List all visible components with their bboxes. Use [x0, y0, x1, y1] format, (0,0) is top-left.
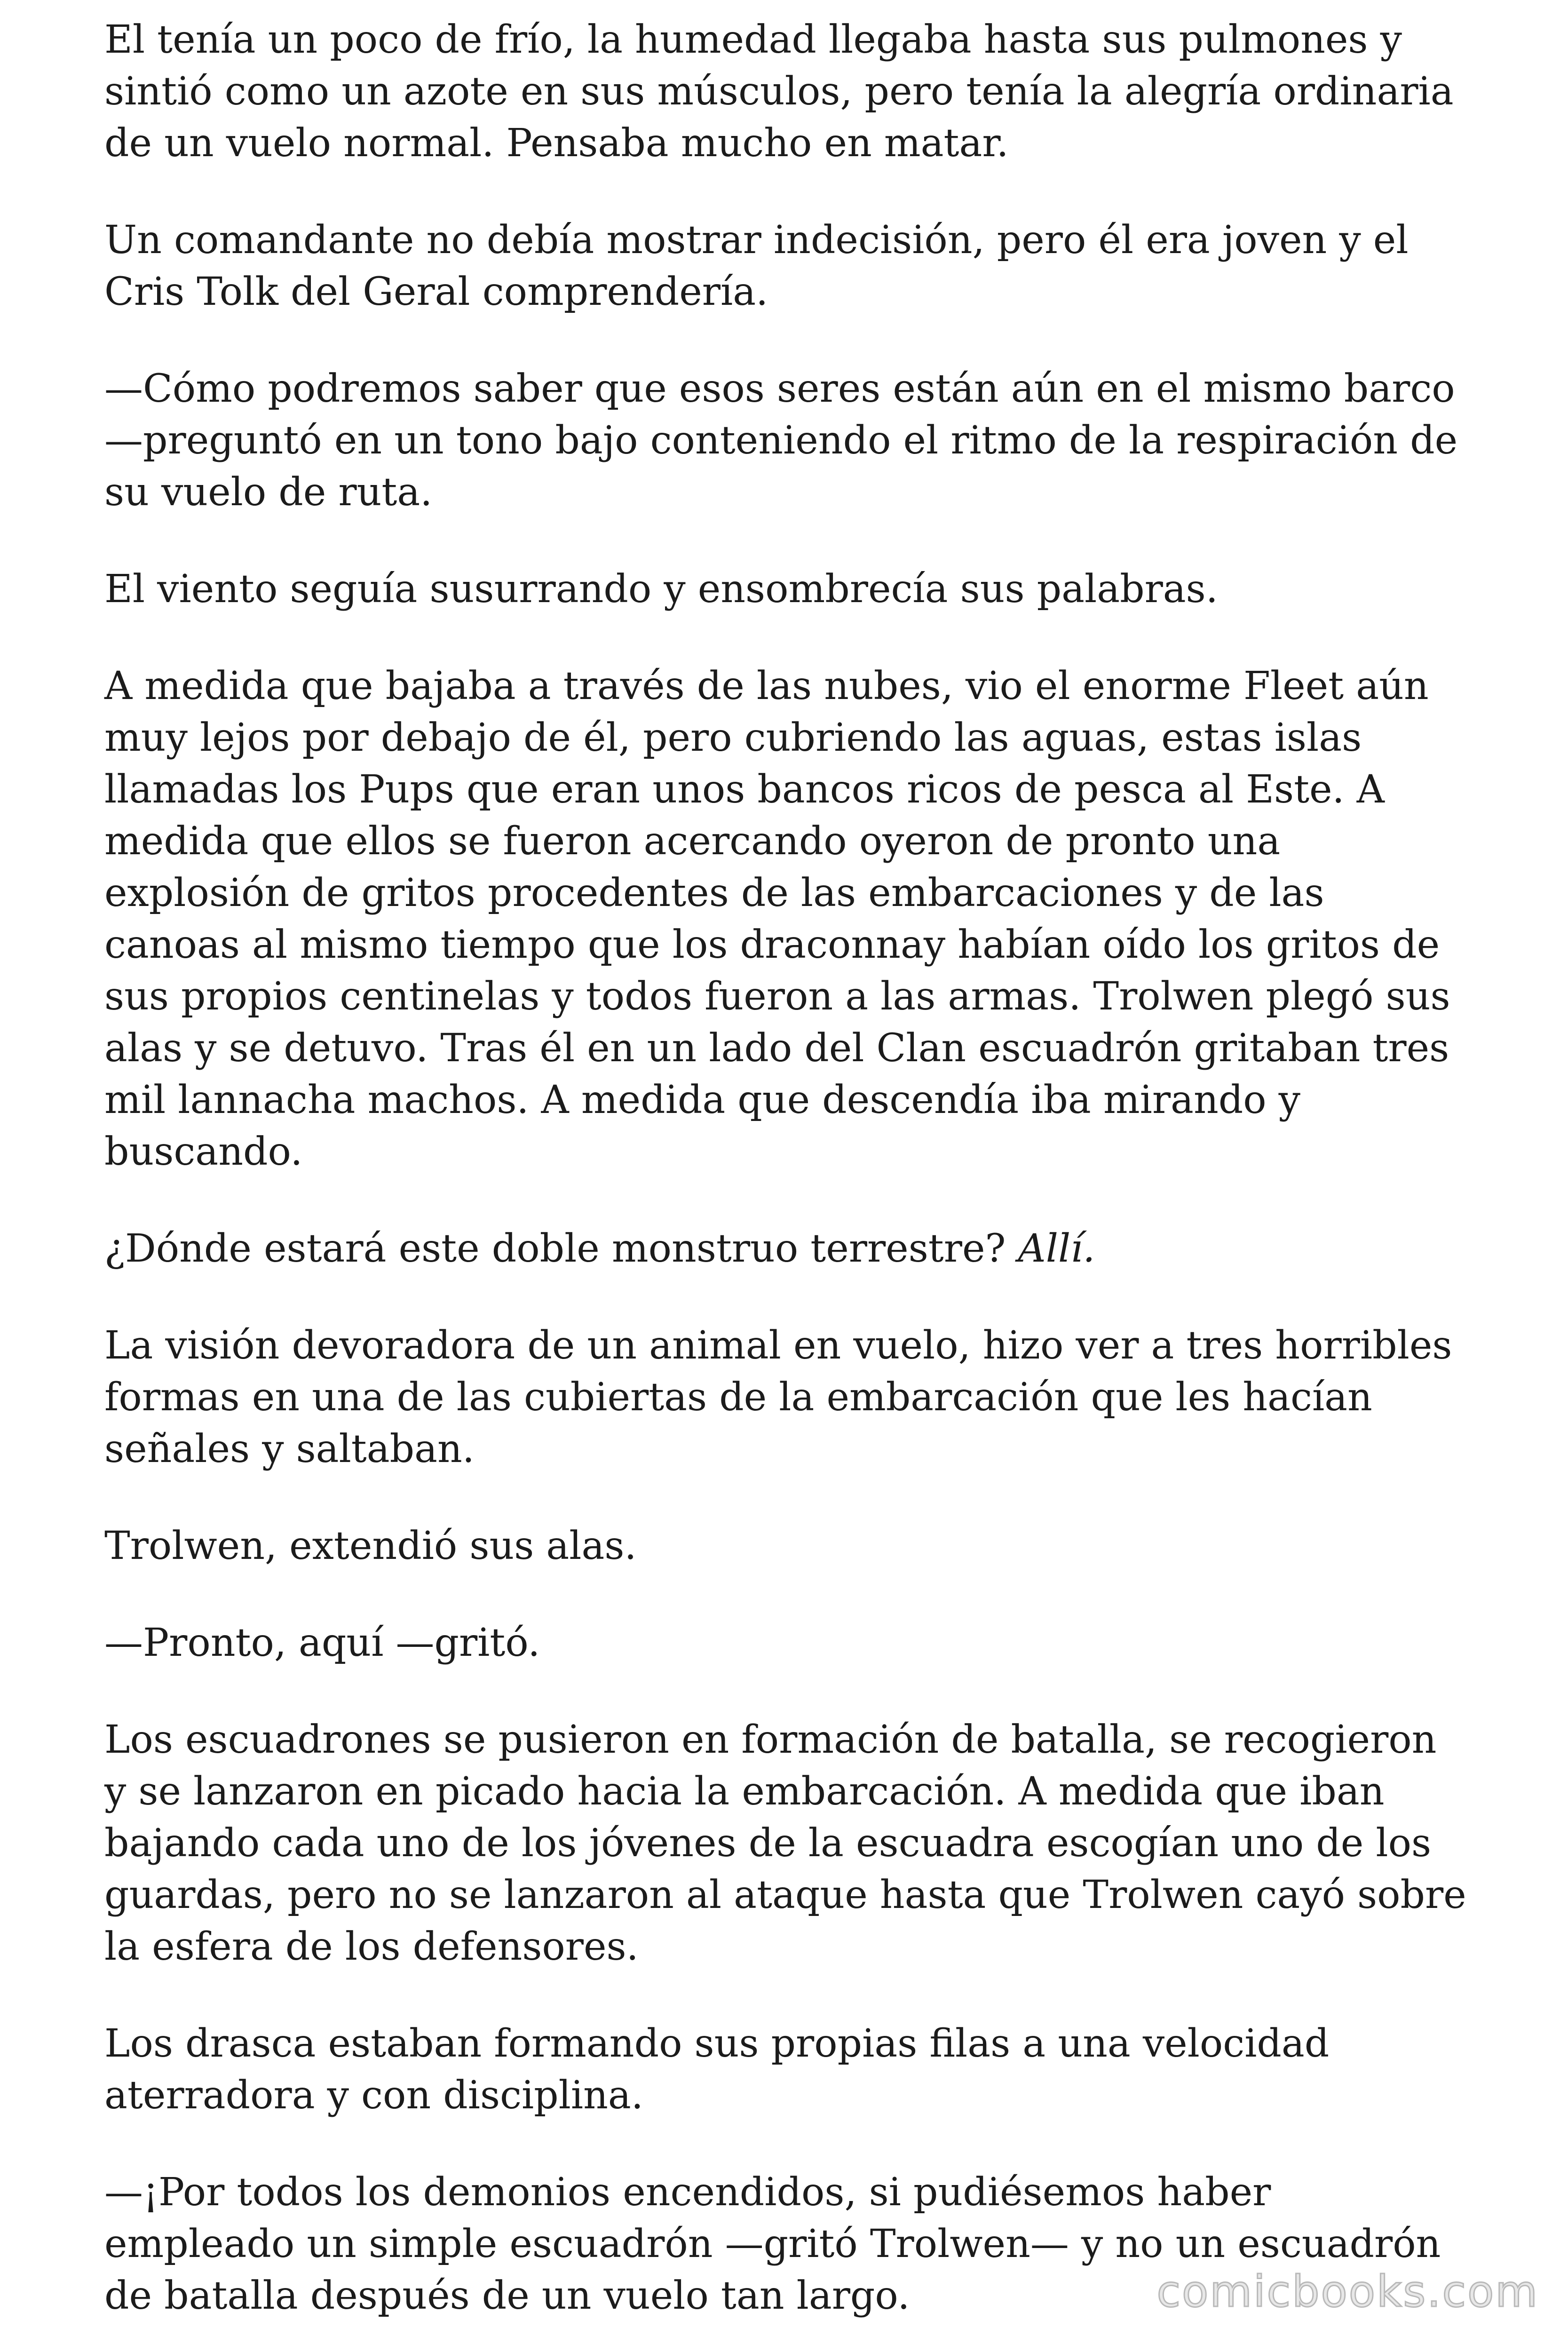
paragraph: El viento seguía susurrando y ensombrecía sus palabras. [104, 567, 1218, 612]
watermark: comicbooks.com [1156, 2266, 1539, 2317]
paragraph: A medida que bajaba a través de las nubes, vio el enorme Fleet aún muy lejos por debajo de él, pero cubriendo las aguas, estas islas llamadas los Pups que eran unos bancos ricos de pesca al Este. A medida que ellos se fueron acercando oyeron de pronto una explosión de gritos procedentes de las embarcaciones y de las canoas al mismo tiempo que los draconnay habían oído los gritos de sus propios centinelas y todos fueron a las armas. Trolwen plegó sus alas y se detuvo. Tras él en un lado del Clan escuadrón gritaban tres mil lannacha machos. A medida que descendía iba mirando y buscando. [104, 664, 1450, 1174]
paragraph: —Cómo podremos saber que esos seres están aún en el mismo barco —preguntó en un tono bajo conteniendo el ritmo de la respiración de su vuelo de ruta. [104, 366, 1458, 515]
paragraph: El tenía un poco de frío, la humedad llegaba hasta sus pulmones y sintió como un azote en sus músculos, pero tenía la alegría ordinaria de un vuelo normal. Pensaba mucho en matar. [104, 17, 1454, 166]
paragraph: —Pronto, aquí —gritó. [104, 1621, 540, 1665]
paragraph: Los drasca estaban formando sus propias filas a una velocidad aterradora y con disciplina. [104, 2021, 1330, 2118]
paragraph: La visión devoradora de un animal en vuelo, hizo ver a tres horribles formas en una de las cubiertas de la embarcación que les hacían señales y saltaban. [104, 1323, 1452, 1471]
paragraph-text: ¿Dónde estará este doble monstruo terrestre? [104, 1226, 1018, 1271]
paragraph: —¡Por todos los demonios encendidos, si pudiésemos haber empleado un simple escuadrón —gritó Trolwen— y no un escuadrón de batalla después de un vuelo tan largo. [104, 2170, 1441, 2318]
paragraph: Un comandante no debía mostrar indecisión, pero él era joven y el Cris Tolk del Geral comprendería. [104, 218, 1409, 314]
paragraph [104, 1223, 1468, 1275]
italic-word: Allí. [1018, 1226, 1095, 1271]
paragraph: Los escuadrones se pusieron en formación de batalla, se recogieron y se lanzaron en picado hacia la embarcación. A medida que iban bajando cada uno de los jóvenes de la escuadra escogían uno de los guardas, pero no se lanzaron al ataque hasta que Trolwen cayó sobre la esfera de los defensores. [104, 1717, 1466, 1969]
book-page-text [104, 14, 1468, 2322]
paragraph: Trolwen, extendió sus alas. [104, 1524, 637, 1568]
